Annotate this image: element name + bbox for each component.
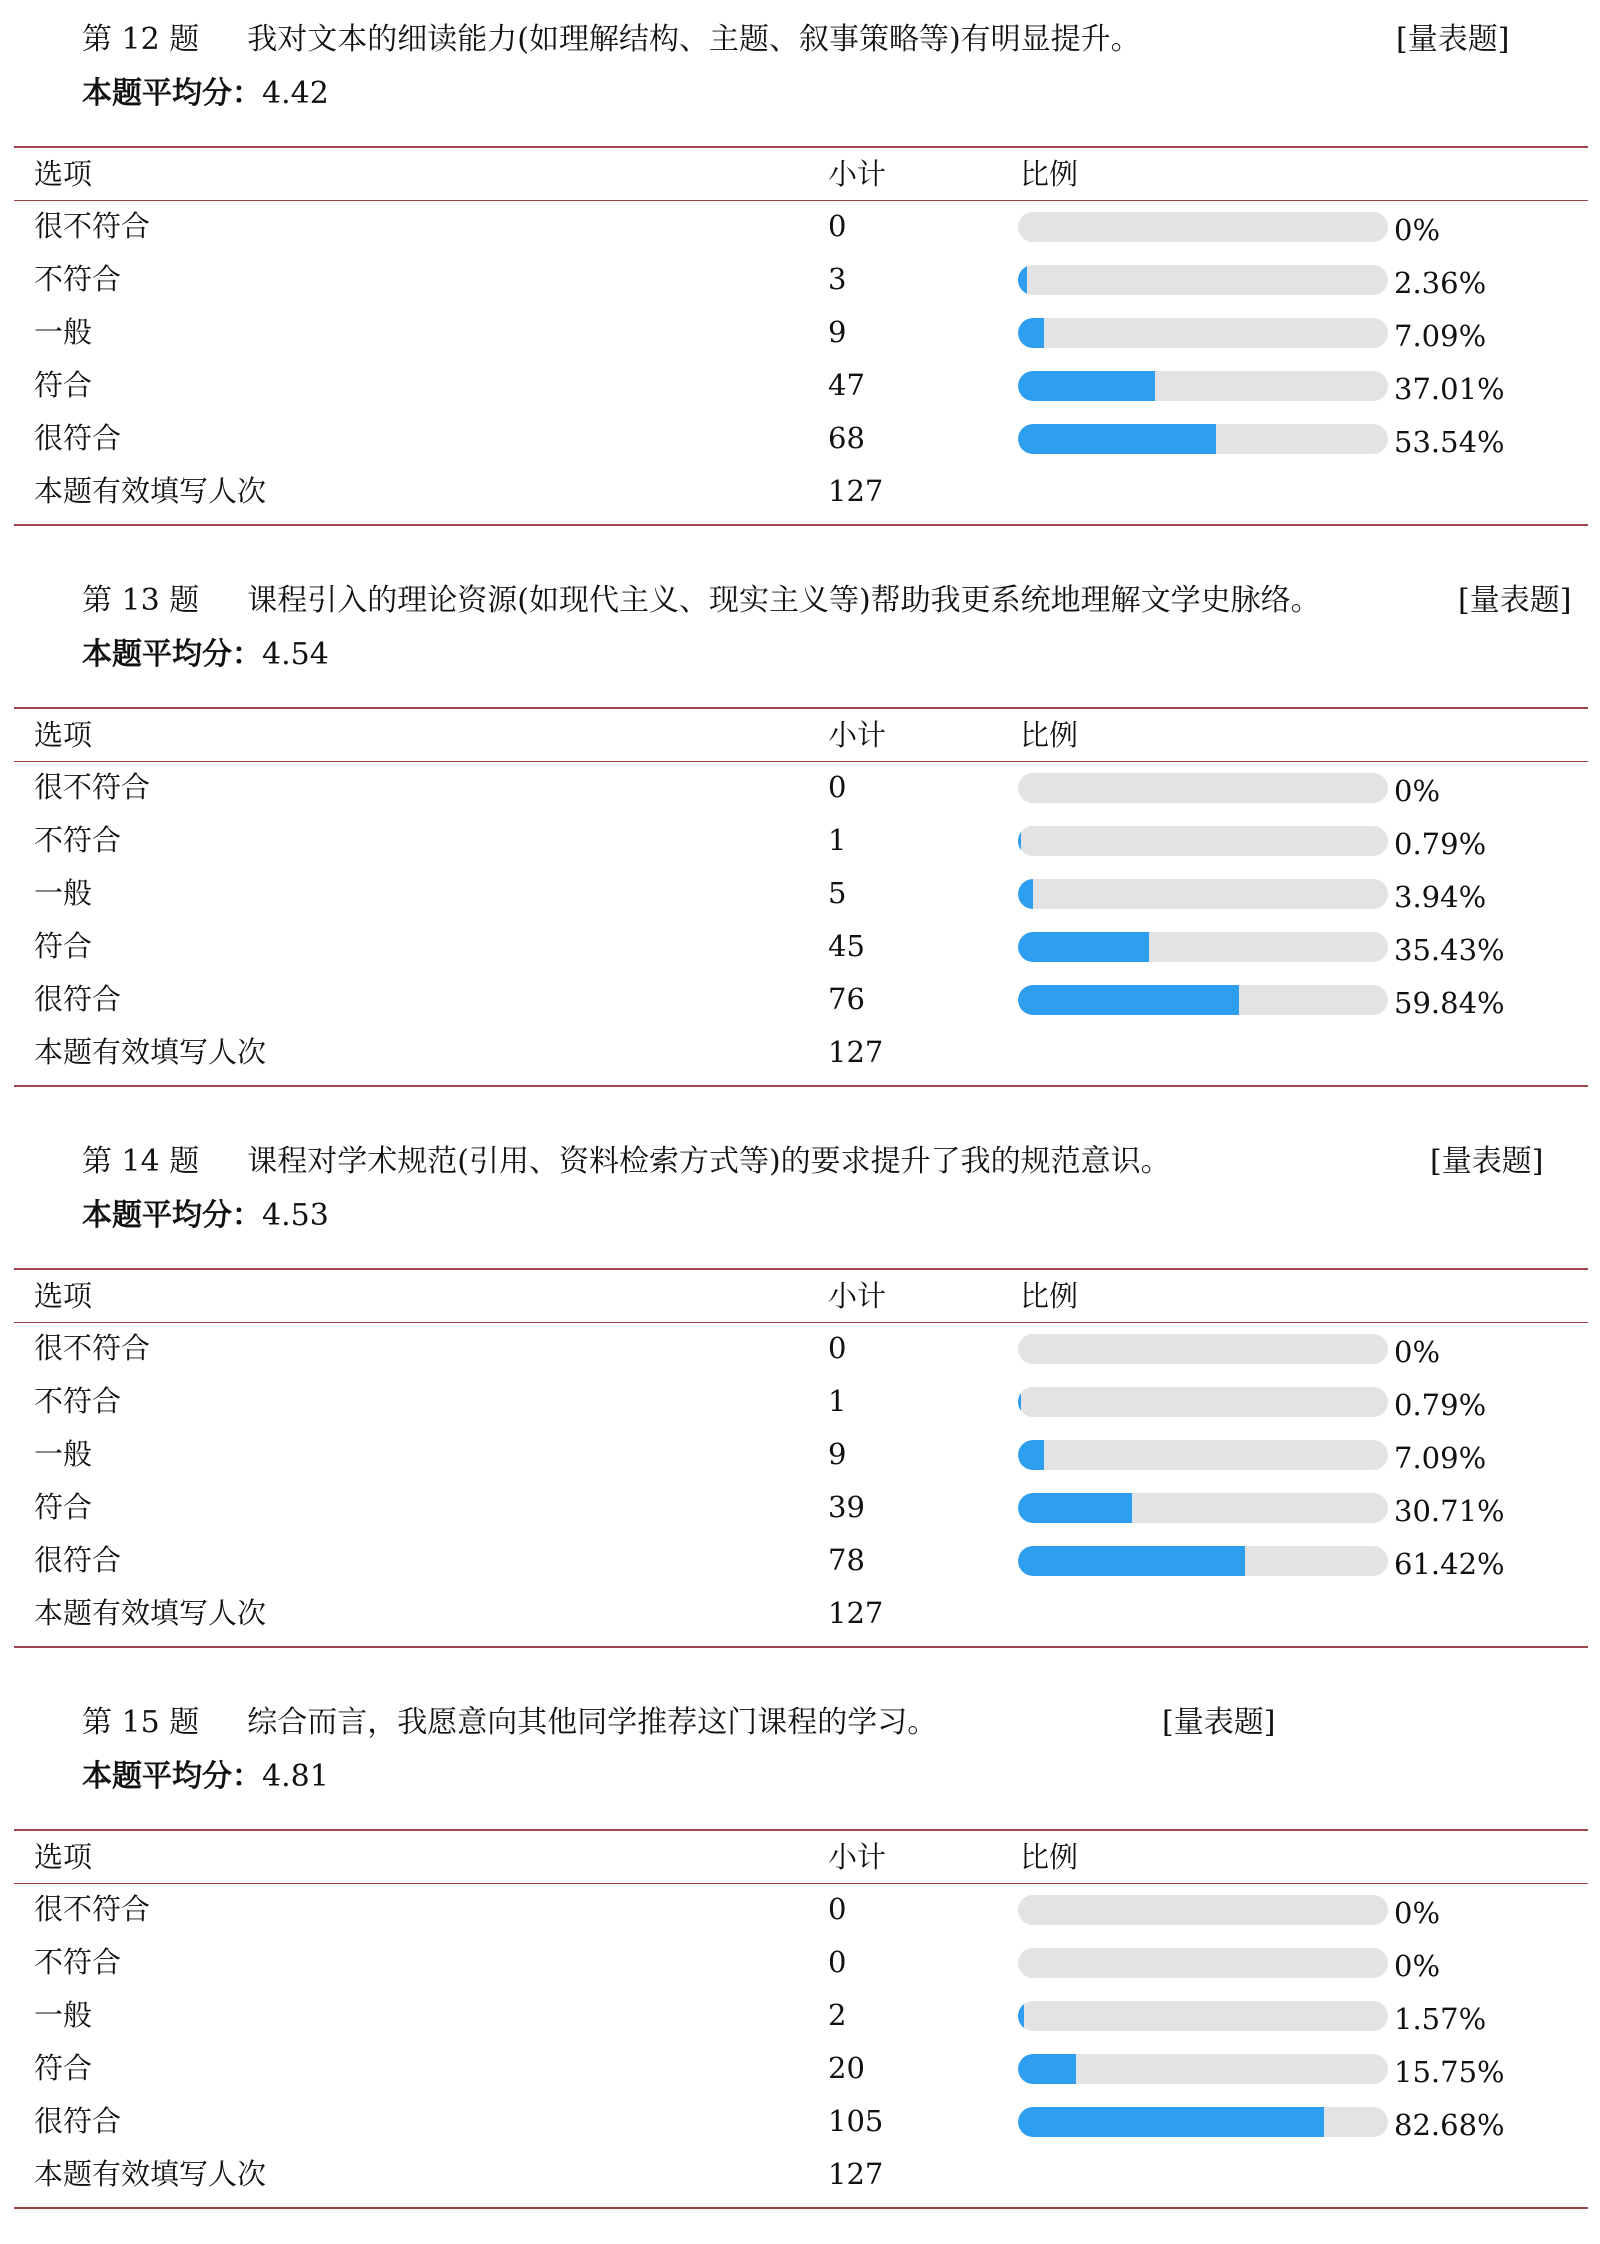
table-row bbox=[14, 200, 1588, 253]
row-count: 45 bbox=[828, 929, 865, 963]
ratio-bar-fill bbox=[1018, 1493, 1132, 1523]
ratio-bar-track bbox=[1018, 1493, 1388, 1523]
ratio-bar-track bbox=[1018, 424, 1388, 454]
table-row bbox=[14, 306, 1588, 359]
row-percent: 0% bbox=[1394, 1896, 1441, 1930]
average-score bbox=[82, 1755, 329, 1799]
question-title bbox=[82, 18, 1141, 62]
question-type-tag: [量表题] bbox=[1430, 1144, 1544, 1179]
total-count: 127 bbox=[828, 474, 884, 508]
ratio-bar-fill bbox=[1018, 265, 1027, 295]
row-count: 9 bbox=[828, 315, 847, 349]
average-score-label: 本题平均分： bbox=[82, 76, 262, 111]
total-count: 127 bbox=[828, 1596, 884, 1630]
row-percent: 0.79% bbox=[1394, 1388, 1487, 1422]
ratio-bar-track bbox=[1018, 932, 1388, 962]
average-score-value: 4.53 bbox=[262, 1198, 329, 1233]
row-percent: 82.68% bbox=[1394, 2108, 1505, 2142]
row-option: 很不符合 bbox=[34, 1331, 151, 1365]
average-score-value: 4.81 bbox=[262, 1759, 329, 1794]
row-count: 68 bbox=[828, 421, 865, 455]
table-row bbox=[14, 920, 1588, 973]
average-score bbox=[82, 1194, 329, 1238]
row-option: 一般 bbox=[34, 1998, 93, 2032]
ratio-bar-fill bbox=[1018, 1546, 1245, 1576]
average-score-label: 本题平均分： bbox=[82, 1198, 262, 1233]
row-option: 不符合 bbox=[34, 823, 122, 857]
row-percent: 0% bbox=[1394, 1949, 1441, 1983]
ratio-bar-track bbox=[1018, 1895, 1388, 1925]
table-row bbox=[14, 1534, 1588, 1587]
ratio-bar-track bbox=[1018, 371, 1388, 401]
row-count: 5 bbox=[828, 876, 847, 910]
row-percent: 37.01% bbox=[1394, 372, 1505, 406]
ratio-bar-track bbox=[1018, 2001, 1388, 2031]
header-ratio: 比例 bbox=[1020, 1279, 1079, 1313]
row-option: 很符合 bbox=[34, 982, 122, 1016]
ratio-bar-fill bbox=[1018, 932, 1149, 962]
row-option: 很不符合 bbox=[34, 770, 151, 804]
row-percent: 61.42% bbox=[1394, 1547, 1505, 1581]
row-option: 符合 bbox=[34, 368, 93, 402]
row-option: 很不符合 bbox=[34, 209, 151, 243]
question-number: 第 15 题 bbox=[82, 1705, 200, 1740]
row-count: 0 bbox=[828, 1892, 847, 1926]
average-score-value: 4.54 bbox=[262, 637, 329, 672]
header-count: 小计 bbox=[828, 157, 887, 191]
header-ratio: 比例 bbox=[1020, 718, 1079, 752]
row-count: 39 bbox=[828, 1490, 865, 1524]
average-score-value: 4.42 bbox=[262, 76, 329, 111]
row-option: 不符合 bbox=[34, 262, 122, 296]
question-number: 第 12 题 bbox=[82, 22, 200, 57]
results-table bbox=[14, 707, 1588, 1087]
ratio-bar-fill bbox=[1018, 826, 1021, 856]
table-row bbox=[14, 1989, 1588, 2042]
row-percent: 15.75% bbox=[1394, 2055, 1505, 2089]
row-count: 1 bbox=[828, 1384, 847, 1418]
ratio-bar-track bbox=[1018, 2054, 1388, 2084]
row-percent: 35.43% bbox=[1394, 933, 1505, 967]
row-count: 105 bbox=[828, 2104, 884, 2138]
row-count: 2 bbox=[828, 1998, 847, 2032]
average-score-label: 本题平均分： bbox=[82, 637, 262, 672]
row-option: 符合 bbox=[34, 929, 93, 963]
question-type-tag: [量表题] bbox=[1162, 1705, 1276, 1740]
row-option: 一般 bbox=[34, 315, 93, 349]
row-count: 20 bbox=[828, 2051, 865, 2085]
table-row bbox=[14, 973, 1588, 1026]
ratio-bar-fill bbox=[1018, 318, 1044, 348]
average-score bbox=[82, 633, 329, 677]
table-header bbox=[14, 1270, 1588, 1323]
total-label: 本题有效填写人次 bbox=[34, 2157, 267, 2191]
header-option: 选项 bbox=[34, 1279, 93, 1313]
header-ratio: 比例 bbox=[1020, 1840, 1079, 1874]
table-header bbox=[14, 148, 1588, 201]
table-header bbox=[14, 709, 1588, 762]
row-option: 一般 bbox=[34, 1437, 93, 1471]
row-option: 一般 bbox=[34, 876, 93, 910]
row-count: 0 bbox=[828, 1331, 847, 1365]
question-text: 综合而言，我愿意向其他同学推荐这门课程的学习。 bbox=[247, 1705, 938, 1740]
table-row bbox=[14, 761, 1588, 814]
ratio-bar-track bbox=[1018, 265, 1388, 295]
ratio-bar-track bbox=[1018, 826, 1388, 856]
row-percent: 0% bbox=[1394, 1335, 1441, 1369]
row-count: 0 bbox=[828, 770, 847, 804]
total-label: 本题有效填写人次 bbox=[34, 1035, 267, 1069]
ratio-bar-fill bbox=[1018, 1440, 1044, 1470]
table-row bbox=[14, 1883, 1588, 1936]
header-count: 小计 bbox=[828, 1840, 887, 1874]
row-option: 不符合 bbox=[34, 1945, 122, 1979]
row-percent: 0% bbox=[1394, 774, 1441, 808]
table-row bbox=[14, 2095, 1588, 2148]
row-option: 很不符合 bbox=[34, 1892, 151, 1926]
table-total-row bbox=[14, 1587, 1588, 1640]
row-option: 很符合 bbox=[34, 421, 122, 455]
results-table bbox=[14, 1829, 1588, 2209]
total-label: 本题有效填写人次 bbox=[34, 1596, 267, 1630]
row-percent: 7.09% bbox=[1394, 319, 1487, 353]
row-count: 1 bbox=[828, 823, 847, 857]
table-row bbox=[14, 814, 1588, 867]
header-option: 选项 bbox=[34, 1840, 93, 1874]
row-percent: 30.71% bbox=[1394, 1494, 1505, 1528]
header-count: 小计 bbox=[828, 718, 887, 752]
ratio-bar-fill bbox=[1018, 879, 1033, 909]
ratio-bar-fill bbox=[1018, 2054, 1076, 2084]
ratio-bar-fill bbox=[1018, 985, 1239, 1015]
row-count: 76 bbox=[828, 982, 865, 1016]
row-count: 78 bbox=[828, 1543, 865, 1577]
question-title bbox=[82, 579, 1321, 623]
header-option: 选项 bbox=[34, 718, 93, 752]
row-percent: 53.54% bbox=[1394, 425, 1505, 459]
ratio-bar-track bbox=[1018, 1546, 1388, 1576]
question-text: 课程引入的理论资源(如现代主义、现实主义等)帮助我更系统地理解文学史脉络。 bbox=[247, 583, 1321, 618]
header-option: 选项 bbox=[34, 157, 93, 191]
table-total-row bbox=[14, 2148, 1588, 2201]
table-row bbox=[14, 412, 1588, 465]
total-count: 127 bbox=[828, 2157, 884, 2191]
average-score-label: 本题平均分： bbox=[82, 1759, 262, 1794]
ratio-bar-fill bbox=[1018, 2001, 1024, 2031]
ratio-bar-fill bbox=[1018, 1387, 1021, 1417]
ratio-bar-fill bbox=[1018, 2107, 1324, 2137]
table-header bbox=[14, 1831, 1588, 1884]
row-option: 符合 bbox=[34, 1490, 93, 1524]
row-percent: 59.84% bbox=[1394, 986, 1505, 1020]
row-percent: 7.09% bbox=[1394, 1441, 1487, 1475]
question-text: 我对文本的细读能力(如理解结构、主题、叙事策略等)有明显提升。 bbox=[247, 22, 1141, 57]
average-score bbox=[82, 72, 329, 116]
total-label: 本题有效填写人次 bbox=[34, 474, 267, 508]
total-count: 127 bbox=[828, 1035, 884, 1069]
ratio-bar-track bbox=[1018, 318, 1388, 348]
question-title bbox=[82, 1701, 937, 1745]
row-percent: 2.36% bbox=[1394, 266, 1487, 300]
table-row bbox=[14, 253, 1588, 306]
row-count: 0 bbox=[828, 209, 847, 243]
ratio-bar-track bbox=[1018, 985, 1388, 1015]
ratio-bar-track bbox=[1018, 212, 1388, 242]
ratio-bar-track bbox=[1018, 1948, 1388, 1978]
ratio-bar-track bbox=[1018, 1334, 1388, 1364]
ratio-bar-track bbox=[1018, 879, 1388, 909]
row-option: 很符合 bbox=[34, 1543, 122, 1577]
row-percent: 0% bbox=[1394, 213, 1441, 247]
ratio-bar-track bbox=[1018, 1440, 1388, 1470]
table-total-row bbox=[14, 465, 1588, 518]
question-title bbox=[82, 1140, 1171, 1184]
header-count: 小计 bbox=[828, 1279, 887, 1313]
row-option: 不符合 bbox=[34, 1384, 122, 1418]
results-table bbox=[14, 146, 1588, 526]
ratio-bar-track bbox=[1018, 1387, 1388, 1417]
row-count: 47 bbox=[828, 368, 865, 402]
table-row bbox=[14, 867, 1588, 920]
table-row bbox=[14, 2042, 1588, 2095]
row-percent: 3.94% bbox=[1394, 880, 1487, 914]
table-row bbox=[14, 1428, 1588, 1481]
table-row bbox=[14, 359, 1588, 412]
ratio-bar-fill bbox=[1018, 371, 1155, 401]
ratio-bar-track bbox=[1018, 2107, 1388, 2137]
question-number: 第 14 题 bbox=[82, 1144, 200, 1179]
table-row bbox=[14, 1322, 1588, 1375]
question-text: 课程对学术规范(引用、资料检索方式等)的要求提升了我的规范意识。 bbox=[247, 1144, 1171, 1179]
row-percent: 1.57% bbox=[1394, 2002, 1487, 2036]
table-row bbox=[14, 1375, 1588, 1428]
table-row bbox=[14, 1481, 1588, 1534]
row-percent: 0.79% bbox=[1394, 827, 1487, 861]
row-count: 9 bbox=[828, 1437, 847, 1471]
table-row bbox=[14, 1936, 1588, 1989]
question-type-tag: [量表题] bbox=[1458, 583, 1572, 618]
question-number: 第 13 题 bbox=[82, 583, 200, 618]
row-option: 符合 bbox=[34, 2051, 93, 2085]
results-table bbox=[14, 1268, 1588, 1648]
question-type-tag: [量表题] bbox=[1396, 22, 1510, 57]
row-count: 3 bbox=[828, 262, 847, 296]
ratio-bar-track bbox=[1018, 773, 1388, 803]
ratio-bar-fill bbox=[1018, 424, 1216, 454]
header-ratio: 比例 bbox=[1020, 157, 1079, 191]
row-option: 很符合 bbox=[34, 2104, 122, 2138]
row-count: 0 bbox=[828, 1945, 847, 1979]
table-total-row bbox=[14, 1026, 1588, 1079]
